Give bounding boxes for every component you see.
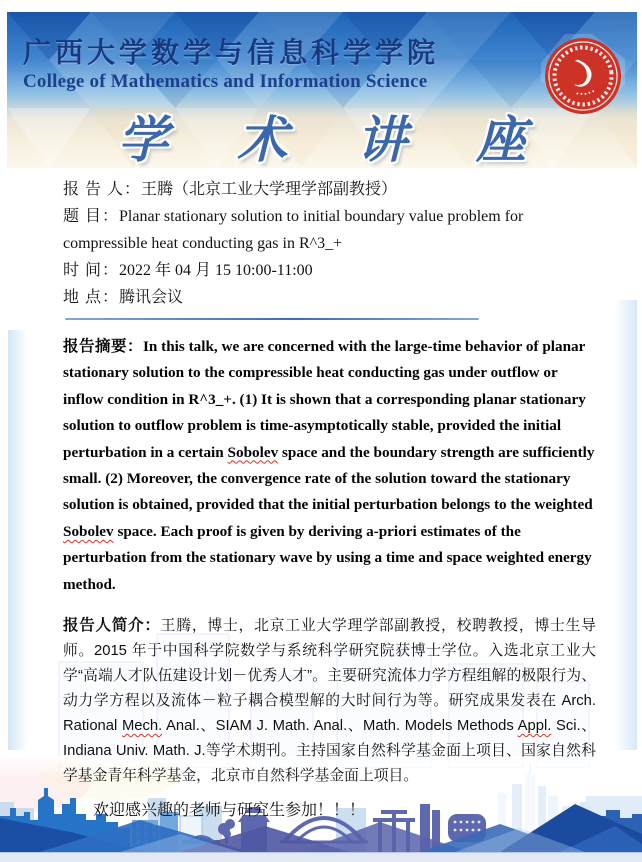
bottom-margin-strip xyxy=(0,852,642,862)
venue-value: 腾讯会议 xyxy=(119,289,184,306)
speaker-value: 王腾（北京工业大学理学部副教授） xyxy=(141,181,398,198)
time-value: 2022 年 04 月 15 10:00-11:00 xyxy=(119,262,313,279)
abstract-paragraph xyxy=(63,334,596,598)
speaker-label: 报 告 人： xyxy=(63,181,142,198)
bio-text: 王腾，博士，北京工业大学理学部副教授，校聘教授，博士生导师。2015 年于中国科学院数学与系统科学研究院获博士学位。入选北京工业大学“高端人才队伍建设计划－优秀人才”。主要研究流体力学方程组解的极限行为、动力学方程以及流体－粒子耦合模型解的大时间行为等。研究成果发表在 Arch. Rational Mech. Anal.、SIAM J. Math. Anal.、Math. Models Methods Appl. Sci.、Indiana Univ. Math. J.等学术期刊。主持国家自然科学基金面上项目、国家自然科学基金青年科学基金，北京市自然科学基金面上项目。 xyxy=(63,618,596,785)
venue-label: 地 点： xyxy=(63,289,120,306)
venue-line xyxy=(63,284,596,311)
topic-value: Planar stationary solution to initial boundary value problem for compressible heat conducting gas in R^3_+ xyxy=(63,208,524,252)
abstract-text: In this talk, we are concerned with the large-time behavior of planar stationary solution to the compressible heat conducting gas under outflow or inflow condition in R^3_+. (1) It is shown that a corresponding planar stationary solution to outflow problem is time-asymptotically stable, provided the initial perturbation in a certain Sobolev space and the boundary strength are sufficiently small. (2) Moreover, the convergence rate of the solution toward the stationary solution is obtained, provided that the initial perturbation belongs to the weighted Sobolev space. Each proof is given by deriving a-priori estimates of the perturbation from the stationary wave by using a time and space weighted energy method. xyxy=(63,338,595,593)
college-name-cn: 广西大学数学与信息科学学院 xyxy=(23,38,440,69)
university-seal-icon xyxy=(541,34,625,118)
topic-line xyxy=(63,203,596,257)
time-label: 时 间： xyxy=(63,262,120,279)
header-banner xyxy=(7,12,637,168)
time-line xyxy=(63,257,596,284)
lecture-banner-title: 学 术 讲 座 xyxy=(117,110,553,168)
poster-body xyxy=(0,168,642,823)
abstract-label: 报告摘要： xyxy=(63,338,144,355)
college-name-en: College of Mathematics and Information Science xyxy=(23,71,428,92)
bio-label: 报告人简介： xyxy=(63,617,161,635)
speaker-line xyxy=(63,176,596,203)
section-divider-line xyxy=(65,318,479,320)
bio-paragraph xyxy=(63,613,596,789)
welcome-line: 欢迎感兴趣的老师与研究生参加！！！ xyxy=(93,802,366,820)
topic-label: 题 目： xyxy=(63,208,120,225)
